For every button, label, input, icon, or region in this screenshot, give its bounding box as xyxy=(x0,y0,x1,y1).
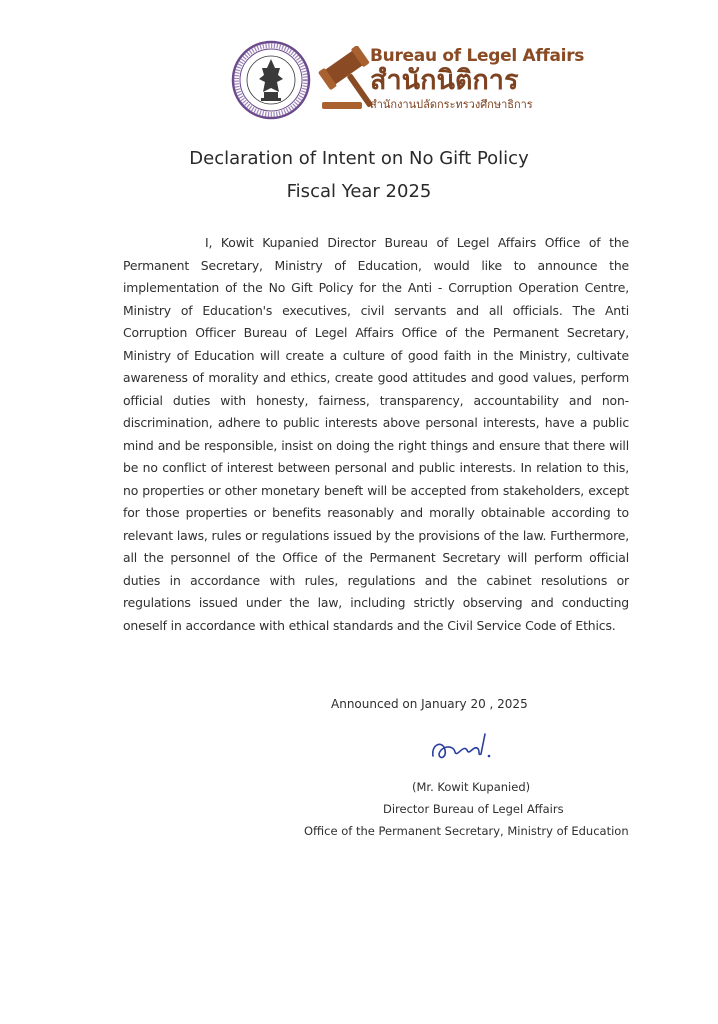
brand-name-th: สำนักนิติการ xyxy=(370,65,519,96)
announcement-date: Announced on January 20 , 2025 xyxy=(331,697,528,711)
brand-subtitle-th: สำนักงานปลัดกระทรวงศึกษาธิการ xyxy=(370,98,533,111)
brand-block xyxy=(370,46,610,113)
document-title: Declaration of Intent on No Gift Policy xyxy=(189,148,529,169)
signer-name: (Mr. Kowit Kupanied) xyxy=(412,780,531,794)
ministry-seal-icon xyxy=(231,40,311,120)
signer-office: Office of the Permanent Secretary, Ministry of Education xyxy=(304,824,629,838)
document-subtitle: Fiscal Year 2025 xyxy=(286,181,432,202)
declaration-body: I, Kowit Kupanied Director Bureau of Legel Affairs Office of the Permanent Secretary, Ministry of Education, would like to announce the implementation of the No Gift Policy for the Anti - Corruption Operation Centre, Ministry of Education's executives, civil servants and all officials. The Anti Corruption Officer Bureau of Legel Affairs Office of the Permanent Secretary, Ministry of Education will create a culture of good faith in the Ministry, cultivate awareness of morality and ethics, create good attitudes and good values, perform official duties with honesty, fairness, transparency, accountability and non-discrimination, adhere to public interests above personal interests, have a public mind and be responsible, insist on doing the right things and ensure that there will be no conflict of interest between personal and public interests. In relation to this, no properties or other monetary beneft will be accepted from stakeholders, except for those properties or benefits reasonably and morally obtainable according to relevant laws, rules or regulations issued by the provisions of the law. Furthermore, all the personnel of the Office of the Permanent Secretary will perform official duties in accordance with rules, regulations and the cabinet resolutions or regulations issued under the law, including strictly observing and conducting oneself in accordance with ethical standards and the Civil Service Code of Ethics. xyxy=(123,235,629,633)
brand-name-en: Bureau of Legel Affairs xyxy=(370,46,585,66)
signer-title: Director Bureau of Legel Affairs xyxy=(383,802,564,816)
signature-mark xyxy=(427,726,497,766)
